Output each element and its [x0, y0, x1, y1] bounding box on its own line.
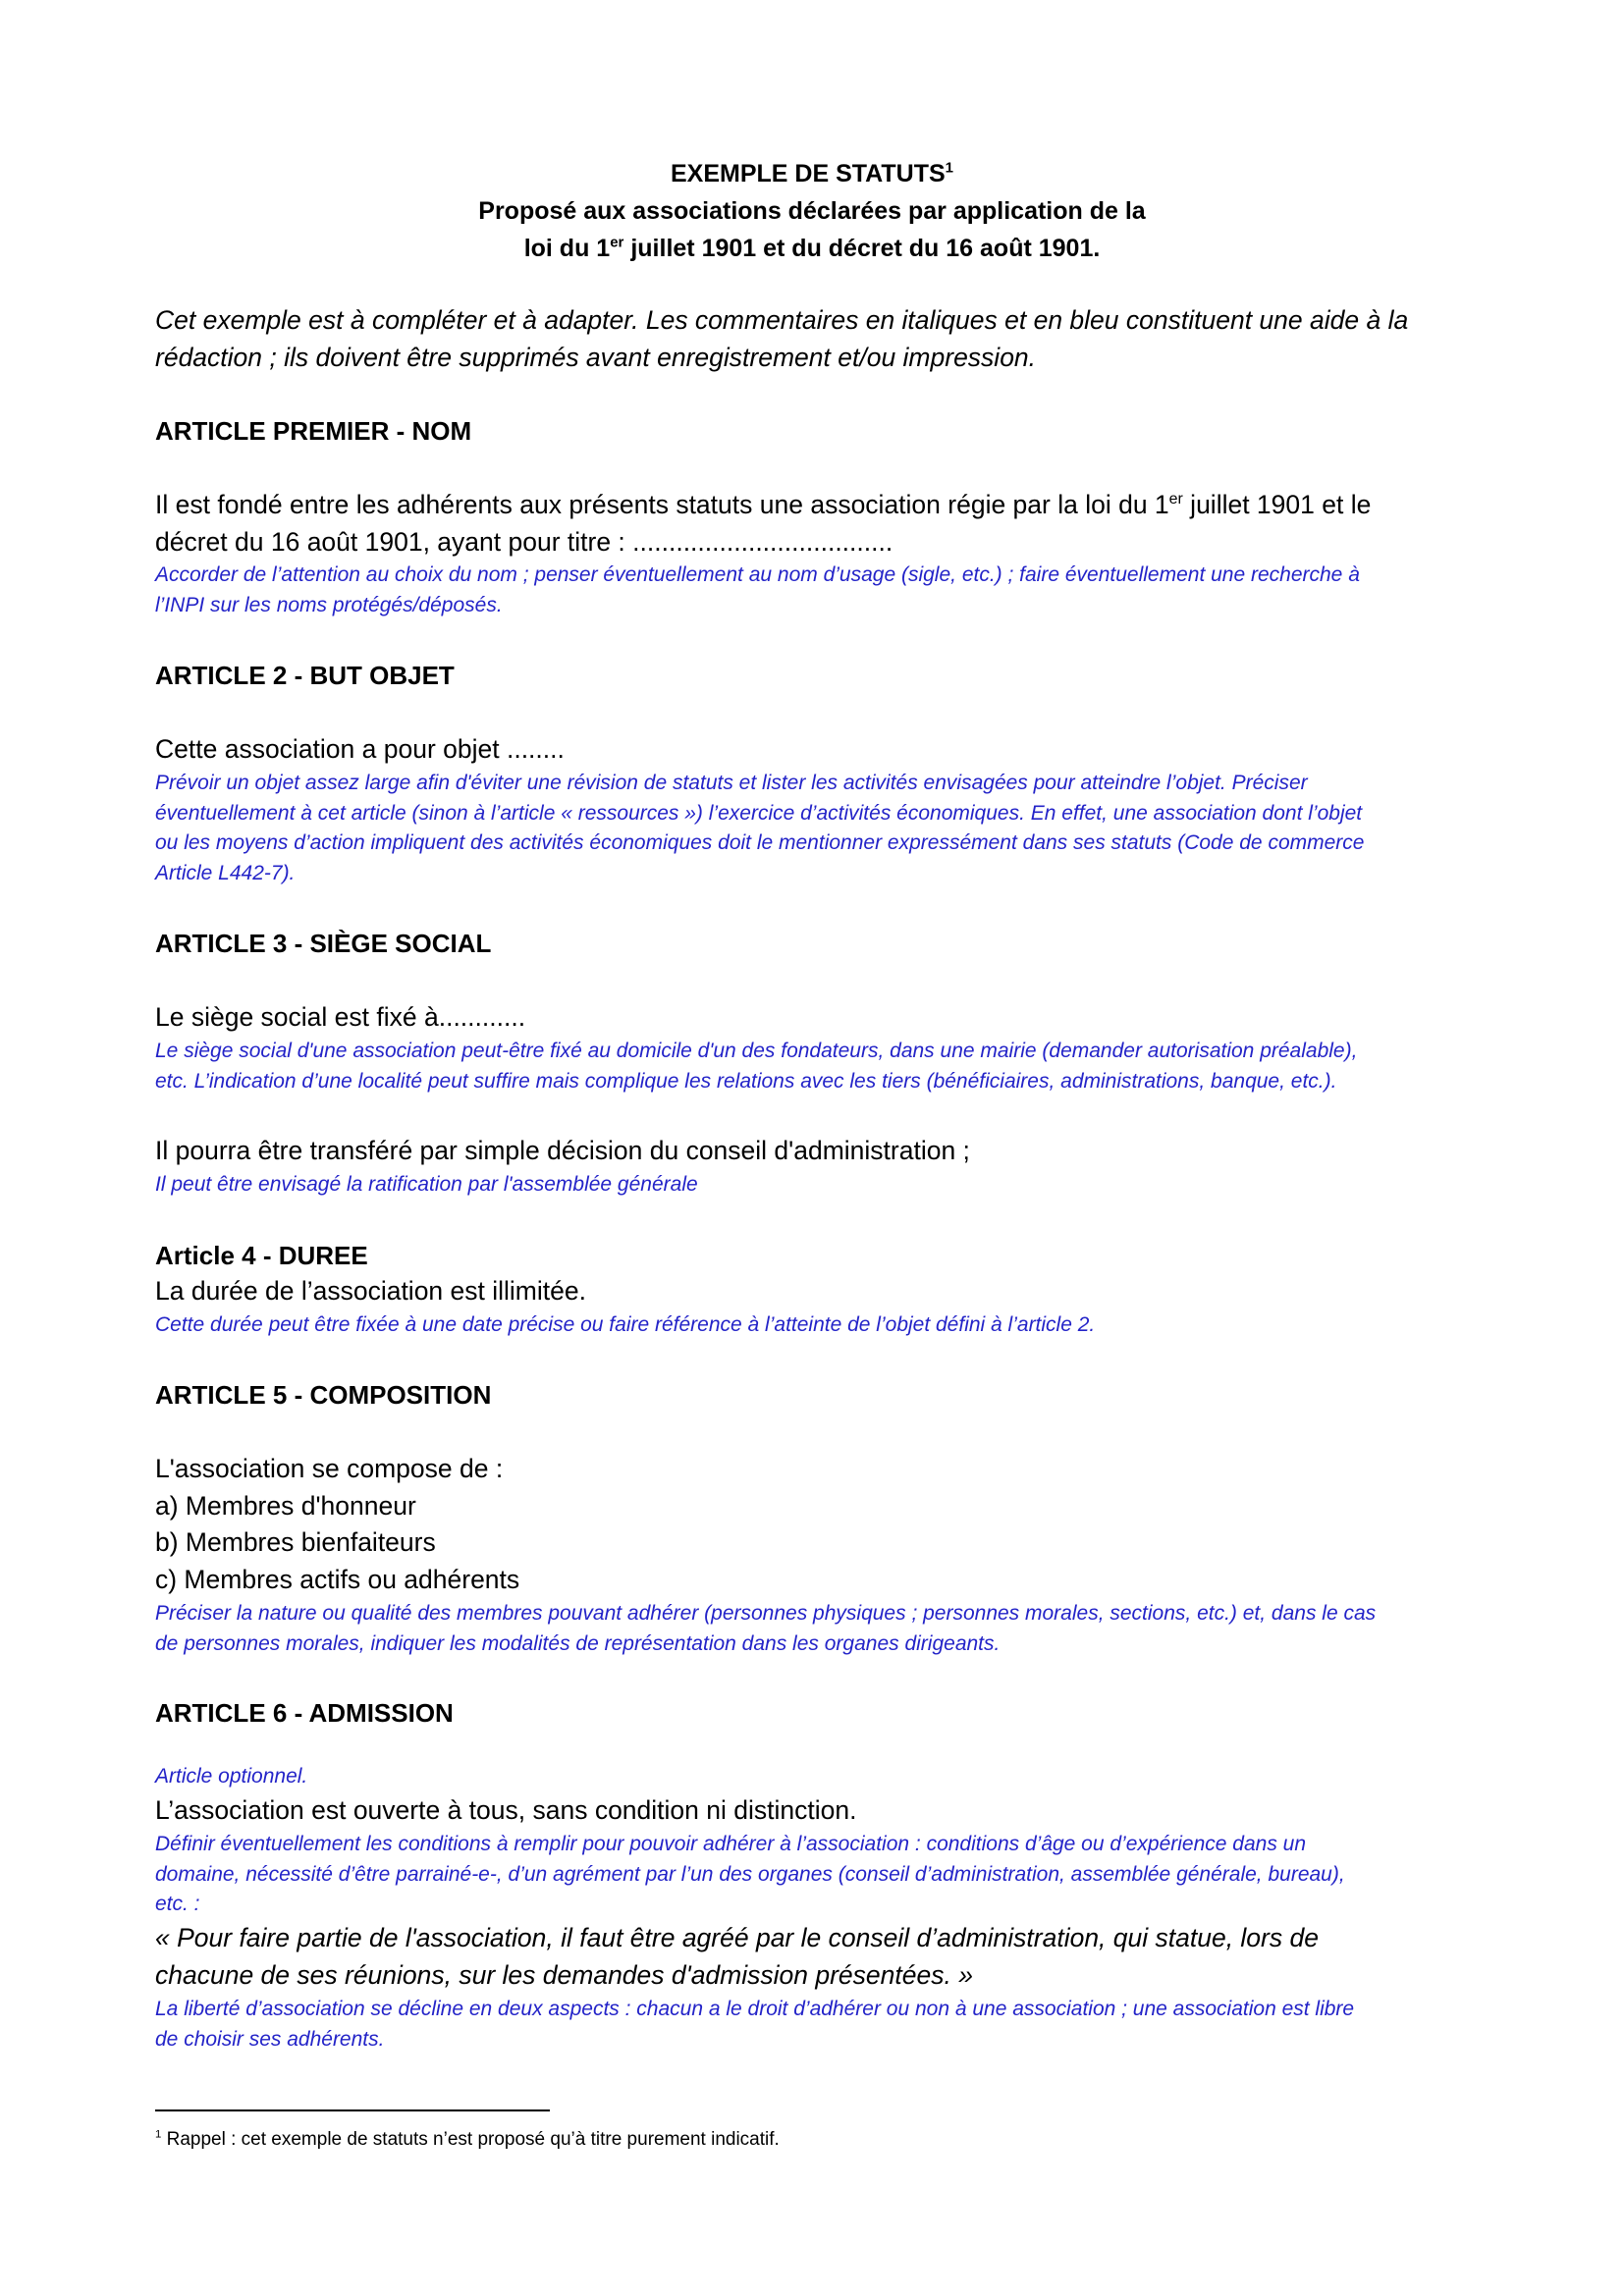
article-3-note	[155, 1037, 1357, 1096]
intro-line: Cet exemple est à compléter et à adapter. Les commentaires en italiques et en bleu constituent une aide à la	[155, 305, 1409, 335]
footnote-text: Rappel : cet exemple de statuts n’est proposé qu’à titre purement indicatif.	[161, 2129, 780, 2150]
subtitle-line-1: Proposé aux associations déclarées par application de la	[478, 197, 1146, 225]
note-line: éventuellement à cet article (sinon à l’article « ressources ») l’exercice d’activités économiques. En effet, une association dont l’objet	[155, 801, 1363, 825]
article-6-optional-note: Article optionnel.	[155, 1765, 308, 1788]
article-5-note	[155, 1599, 1376, 1659]
list-item: b) Membres bienfaiteurs	[155, 1527, 436, 1557]
article-1-heading: ARTICLE PREMIER - NOM	[155, 416, 472, 446]
note-line: domaine, nécessité d’être parrainé-e-, d’un agrément par l’un des organes (conseil d’administration, assemblée générale, bureau),	[155, 1862, 1345, 1886]
subtitle-line-2: loi du 1er juillet 1901 et du décret du 16 août 1901.	[523, 234, 1101, 262]
footnote	[155, 2126, 780, 2153]
note-line: Article L442-7).	[155, 861, 296, 884]
article-6-body: L’association est ouverte à tous, sans condition ni distinction.	[155, 1795, 857, 1825]
footnote-separator	[155, 2109, 550, 2111]
note-line: etc. :	[155, 1893, 200, 1915]
note-line: Définir éventuellement les conditions à remplir pour pouvoir adhérer à l’association : conditions d’âge ou d’expérience dans un	[155, 1833, 1307, 1855]
article-3-body-2: Il pourra être transféré par simple décision du conseil d'administration ;	[155, 1136, 970, 1165]
note-line: Prévoir un objet assez large afin d'éviter une révision de statuts et lister les activités envisagées pour atteindre l’objet. Préciser	[155, 772, 1308, 794]
article-2-body: Cette association a pour objet ........	[155, 734, 565, 764]
note-line: etc. L’indication d’une localité peut suffire mais complique les relations avec les tiers (bénéficiaires, administrations, banque, etc.).	[155, 1069, 1337, 1093]
quote-line: chacune de ses réunions, sur les demandes d'admission présentées. »	[155, 1959, 973, 1990]
document-title: EXEMPLE DE STATUTS$^1$	[671, 159, 953, 187]
note-line: l’INPI sur les noms protégés/déposés.	[155, 593, 503, 616]
quote-line: « Pour faire partie de l'association, il faut être agréé par le conseil d’administration, qui statue, lors de	[155, 1923, 1319, 1952]
intro-paragraph	[155, 302, 1408, 376]
note-line: Le siège social d'une association peut-être fixé au domicile d'un des fondateurs, dans une mairie (demander autorisation préalable),	[155, 1040, 1358, 1062]
footnote-reference: 1	[945, 159, 953, 177]
article-6-heading: ARTICLE 6 - ADMISSION	[155, 1698, 454, 1728]
document-header	[0, 155, 1624, 267]
article-2-note	[155, 769, 1364, 888]
article-3-note-2: Il peut être envisagé la ratification par l'assemblée générale	[155, 1173, 698, 1196]
article-6-note	[155, 1830, 1345, 1920]
list-item: a) Membres d'honneur	[155, 1490, 416, 1521]
article-1-body	[155, 487, 1371, 561]
article-6-note-2	[155, 1995, 1354, 2055]
article-4-note: Cette durée peut être fixée à une date précise ou faire référence à l’atteinte de l’objet défini à l’article 2.	[155, 1313, 1096, 1336]
article-1-note	[155, 561, 1360, 620]
note-line: Préciser la nature ou qualité des membres pouvant adhérer (personnes physiques ; personnes morales, sections, etc.) et, dans le cas	[155, 1602, 1377, 1625]
list-item: c) Membres actifs ou adhérents	[155, 1564, 520, 1594]
footnote-mark: 1	[155, 2128, 162, 2141]
article-4-body: La durée de l’association est illimitée.	[155, 1276, 586, 1306]
article-4-heading: Article 4 - DUREE	[155, 1241, 368, 1270]
intro-line: rédaction ; ils doivent être supprimés avant enregistrement et/ou impression.	[155, 342, 1037, 372]
body-line: Il est fondé entre les adhérents aux présents statuts une association régie par la loi du 1er juillet 1901 et le	[155, 490, 1372, 519]
article-5-body	[155, 1451, 519, 1598]
note-line: Accorder de l’attention au choix du nom ; penser éventuellement au nom d’usage (sigle, etc.) ; faire éventuellement une recherche à	[155, 563, 1360, 586]
article-2-heading: ARTICLE 2 - BUT OBJET	[155, 661, 455, 690]
note-line: La liberté d’association se décline en deux aspects : chacun a le droit d’adhérer ou non à une association ; une association est libre	[155, 1998, 1355, 2020]
note-line: ou les moyens d’action impliquent des activités économiques doit le mentionner expressément dans ses statuts (Code de commerce	[155, 831, 1365, 854]
note-line: de personnes morales, indiquer les modalités de représentation dans les organes dirigeants.	[155, 1631, 1001, 1655]
body-line: décret du 16 août 1901, ayant pour titre : ....................................	[155, 526, 893, 557]
article-5-heading: ARTICLE 5 - COMPOSITION	[155, 1380, 492, 1410]
article-3-body: Le siège social est fixé à............	[155, 1002, 526, 1032]
note-line: de choisir ses adhérents.	[155, 2027, 385, 2051]
body-line: L'association se compose de :	[155, 1454, 504, 1483]
article-3-heading: ARTICLE 3 - SIÈGE SOCIAL	[155, 929, 492, 958]
article-6-quote	[155, 1920, 1319, 1994]
